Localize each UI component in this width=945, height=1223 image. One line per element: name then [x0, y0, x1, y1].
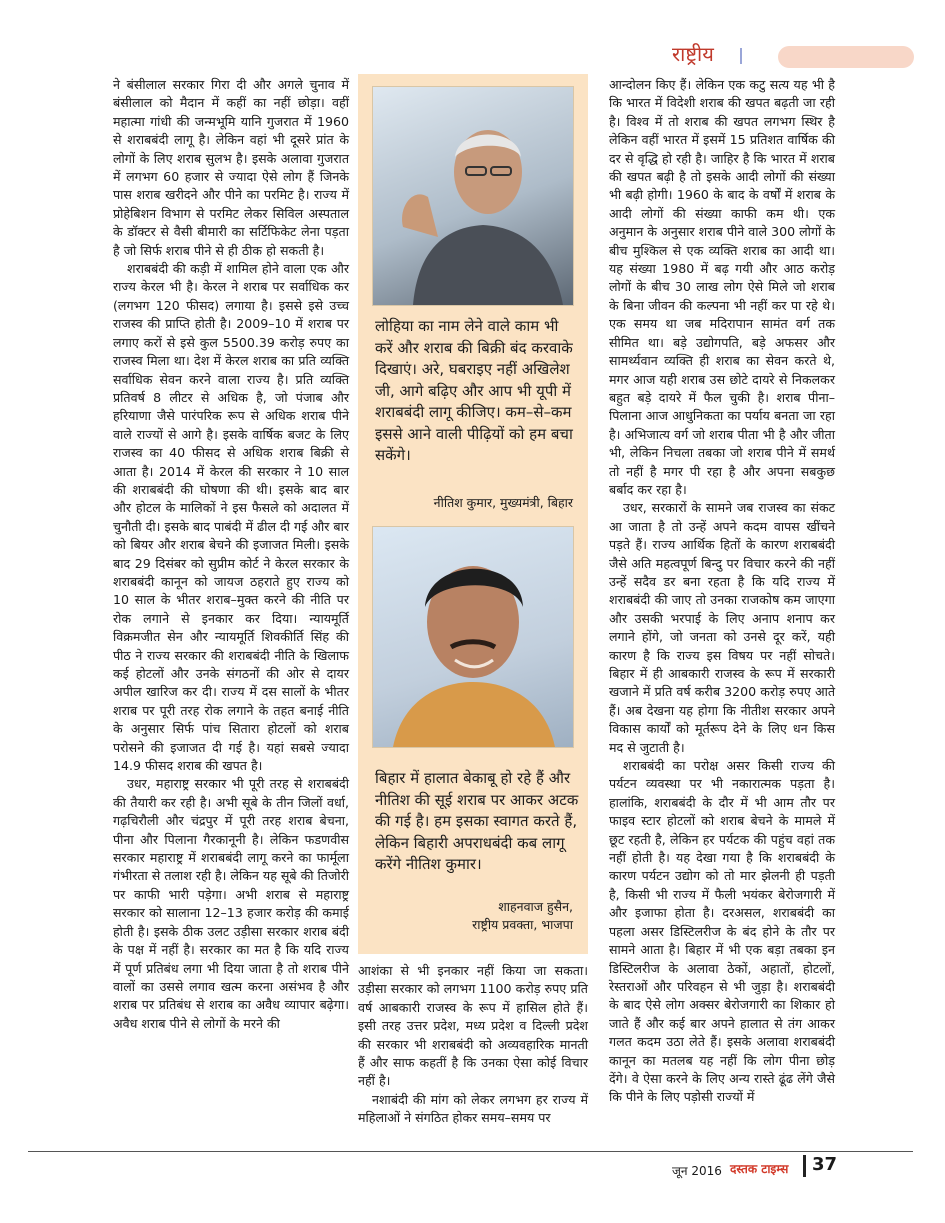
portrait-illustration	[373, 87, 573, 305]
quote-shahnawaz: बिहार में हालात बेकाबू हो रहे हैं और नीतिश की सूई शराब पर आकर अटक की गई है। हम इसका स्वागत करते हैं, लेकिन बिहारी अपराधबंदी कब लागू करेंगे नीतिश कुमार।	[375, 769, 579, 873]
paragraph: ने बंसीलाल सरकार गिरा दी और अगले चुनाव में बंसीलाल को मैदान में कहीं का नहीं छोड़ा। वहीं महात्मा गांधी की जन्मभूमि यानि गुजरात में 1960 से शराबबंदी लागू है। लेकिन वहां भी दूसरे प्रांत के लोगों के लिए शराब सुलभ है। इसके अलावा गुजरात में लगभग 60 हजार से ज्यादा ऐसे लोग हैं जिनके पास शराब खरीदने और पीने का परमिट है। राज्य में प्रोहेबिशन विभाग से परमिट लेकर सिविल अस्पताल के डॉक्टर से वैसी बीमारी का सर्टिफिकेट लेना पड़ता है जो सिर्फ शराब पीने से ही ठीक हो सकती है।	[113, 77, 349, 258]
quote-nitish: लोहिया का नाम लेने वाले काम भी करें और शराब की बिक्री बंद करवाके दिखाएं। अरे, घबराइए नहीं अखिलेश जी, आगे बढ़िए और आप भी यूपी में शराबबंदी लागू कीजिए। कम–से–कम इससे आने वाली पीढ़ियों को हम बचा सकेंगे।	[375, 317, 573, 464]
paragraph: आन्दोलन किए हैं। लेकिन एक कटु सत्य यह भी है कि भारत में विदेशी शराब की खपत बढ़ती जा रही है। विश्व में तो शराब की खपत लगभग स्थिर है लेकिन वहीं भारत में इसमें 15 प्रतिशत वार्षिक की दर से वृद्धि हो रही है। जाहिर है कि भारत में शराब की खपत बढ़ी है तो इसके आदी लोगों की संख्या भी बढ़ी होगी। 1960 के बाद के वर्षों में शराब के आदी लोगों की संख्या काफी कम थी। एक अनुमान के अनुसार शराब पीने वाले 300 लोगों के बीच मुश्किल से एक व्यक्ति शराब का आदी था। यह संख्या 1980 में बढ़ गयी और आठ करोड़ लोगों के बीच 30 लाख लोग ऐसे मिले जो शराब के बिना जीवन की कल्पना भी नहीं कर पा रहे थे। एक समय था जब मदिरापान सामंत वर्ग तक सीमित था। बड़े उद्योगपति, बड़े अफसर और सामर्थ्यवान व्यक्ति ही शराब का सेवन करते थे, मगर आज यही शराब उस छोटे दायरे से निकलकर बहुत बड़े दायरे में फैल चुकी है। शराब पीना–पिलाना आज आधुनिकता का पर्याय बनता जा रहा है। अभिजात्य वर्ग जो शराब पीता भी है और जीता भी, लेकिन निचला तबका जो शराब पीने में समर्थ तो नहीं है मगर पी रहा है और अपना सबकुछ बर्बाद कर रहा है।	[609, 77, 835, 497]
magazine-logo: दस्तक टाइम्स	[730, 1162, 789, 1176]
article-column-right	[609, 76, 835, 1107]
section-banner-pill	[778, 46, 914, 68]
footer-separator	[803, 1155, 806, 1177]
shahnawaz-hussain-photo	[372, 526, 574, 748]
portrait-illustration	[373, 527, 573, 747]
paragraph: उधर, सरकारों के सामने जब राजस्व का संकट आ जाता है तो उन्हें अपने कदम वापस खींचने पड़ते हैं। राज्य आर्थिक हितों के कारण शराबबंदी जैसे अति महत्वपूर्ण बिन्दु पर विचार करने की नहीं उन्हें सदैव डर बना रहता है कि यदि राज्य में शराबबंदी की जाए तो उनका राजकोष कम जाएगा और उसकी भरपाई के लिए अनाप शनाप कर लगाने होंगे, जो जनता को उनसे दूर करें, यही कारण है कि राज्य इस विषय पर नहीं सोचते। बिहार में ही आबकारी राजस्व के रूप में सरकारी खजाने में प्रति वर्ष करीब 3200 करोड़ रुपए आते हैं। अब देखना यह होगा कि नीतीश सरकार अपने विकास कार्यों को मूर्तरूप देने के लिए धन किस मद से जुटाती है।	[609, 500, 835, 755]
section-label: राष्ट्रीय	[672, 42, 714, 66]
article-column-middle	[358, 962, 588, 1128]
section-divider	[740, 48, 742, 64]
footer-rule	[28, 1151, 913, 1152]
paragraph: नशाबंदी की मांग को लेकर लगभग हर राज्य में महिलाओं ने संगठित होकर समय–समय पर	[358, 1091, 588, 1126]
issue-date: जून 2016	[672, 1164, 722, 1178]
quote-attribution-nitish: नीतिश कुमार, मुख्यमंत्री, बिहार	[433, 495, 573, 510]
paragraph: शराबबंदी की कड़ी में शामिल होने वाला एक और राज्य केरल भी है। केरल ने शराब पर सर्वाधिक कर (लगभग 120 फीसद) लगाया है। इससे इसे उच्च राजस्व की प्राप्ति होती है। 2009–10 में शराब पर लगाए करों से इसे कुल 5500.39 करोड़ रुपए का राजस्व मिला था। देश में केरल शराब का प्रति व्यक्ति सर्वाधिक सेवन करने वाला राज्य है। प्रति व्यक्ति प्रतिवर्ष 8 लीटर से अधिक है, जो पंजाब और हरियाणा जैसे पारंपरिक रूप से अधिक शराब पीने वाले राज्यों से आगे है। इसके वार्षिक बजट के लिए राजस्व का 40 फीसद से अधिक शराब बिक्री से आता है। 2014 में केरल की सरकार ने 10 साल की शराबबंदी की घोषणा की थी। इसके बाद बार और होटल के मालिकों ने इस फैसले को अदालत में चुनौती दी। इसके बाद पाबंदी में ढील दी गई और बार को बियर और शराब बेचने की इजाजत मिली। इसके बाद 29 दिसंबर को सुप्रीम कोर्ट ने केरल सरकार के शराबबंदी कानून को जायज ठहराते हुए राज्य को 10 साल के भीतर शराब–मुक्त करने की नीति पर रोक लगाने से इनकार कर दिया। न्यायमूर्ति विक्रमजीत सेन और न्यायमूर्ति शिवकीर्ति सिंह की पीठ ने राज्य सरकार की शराबबंदी नीति के खिलाफ कई होटलों और उनके संगठनों की ओर से दायर अपील खारिज कर दी। राज्य में दस सालों के भीतर शराब पर पूरी तरह रोक लगाने के तहत बनाई नीति के अनुसार सिर्फ पांच सितारा होटलों को शराब परोसने की इजाजत दी गई है। यहां सबसे ज्यादा 14.9 फीसद शराब की खपत है।	[113, 261, 349, 774]
article-column-left	[113, 76, 349, 1033]
paragraph: शराबबंदी का परोक्ष असर किसी राज्य की पर्यटन व्यवस्था पर भी नकारात्मक पड़ता है। हालांकि, शराबबंदी के दौर में भी आम तौर पर फाइव स्टार होटलों को शराब बेचने के मामले में छूट रहती है, लेकिन हर पर्यटक की पहुंच वहां तक नहीं होती है। यह देखा गया है कि शराबबंदी के कारण पर्यटन उद्योग को तो मार झेलनी ही पड़ती है, किसी भी राज्य में फैली भयंकर बेरोजगारी में और इजाफा होता है। दरअसल, शराबबंदी का पहला असर डिस्टिलरीज के बंद होने के तौर पर सामने आता है। बिहार में भी एक बड़ा तबका इन डिस्टिलरीज के अलावा ठेकों, अहातों, होटलों, रेस्तराओं और परिवहन से भी जुड़ा है। शराबबंदी के बाद ऐसे लोग अक्सर बेरोजगारी का शिकार हो जाते हैं और कई बार अपने हालात से तंग आकर गलत कदम उठा लेते हैं। इसके अलावा शराबबंदी कानून का मतलब यह नहीं कि लोग पीना छोड़ देंगे। वे ऐसा करने के लिए अन्य रास्ते ढूंढ लेंगे जैसे कि पीने के लिए पड़ोसी राज्यों में	[609, 758, 835, 1105]
attribution-name: शाहनवाज हुसैन,	[498, 899, 573, 914]
attribution-title: राष्ट्रीय प्रवक्ता, भाजपा	[472, 917, 573, 932]
quote-attribution-shahnawaz	[375, 898, 573, 934]
page-number: 37	[812, 1154, 838, 1175]
paragraph: उधर, महाराष्ट्र सरकार भी पूरी तरह से शराबबंदी की तैयारी कर रही है। अभी सूबे के तीन जिलों वर्धा, गढ़चिरौली और चंद्रपुर में पूरी तरह शराब बेचना, पीना और पिलाना गैरकानूनी है। लेकिन फडणवीस सरकार महाराष्ट्र में शराबबंदी लागू करने का फार्मूला गंभीरता से तलाश रही है। लेकिन यह सूबे की तिजोरी पर काफी भारी पड़ेगा। अभी शराब से महाराष्ट्र सरकार को सालाना 12–13 हजार करोड़ की कमाई होती है। इसके ठीक उलट उड़ीसा सरकार शराब बंदी के पक्ष में नहीं है। सरकार का मत है कि यदि राज्य में पूर्ण प्रतिबंध लगा भी दिया जाता है तो शराब पीने वालों का उससे लगाव खत्म करना असंभव है और शराब पर प्रतिबंध से शराब का अवैध व्यापार बढ़ेगा। अवैध शराब पीने से लोगों के मरने की	[113, 776, 349, 1031]
nitish-kumar-photo	[372, 86, 574, 306]
paragraph: आशंका से भी इनकार नहीं किया जा सकता। उड़ीसा सरकार को लगभग 1100 करोड़ रुपए प्रति वर्ष आबकारी राजस्व के रूप में हासिल होते हैं। इसी तरह उत्तर प्रदेश, मध्य प्रदेश व दिल्ली प्रदेश की सरकार भी शराबबंदी को अव्यवहारिक मानती हैं और साफ कहतीं है कि उनका ऐसा कोई विचार नहीं है।	[358, 963, 588, 1089]
